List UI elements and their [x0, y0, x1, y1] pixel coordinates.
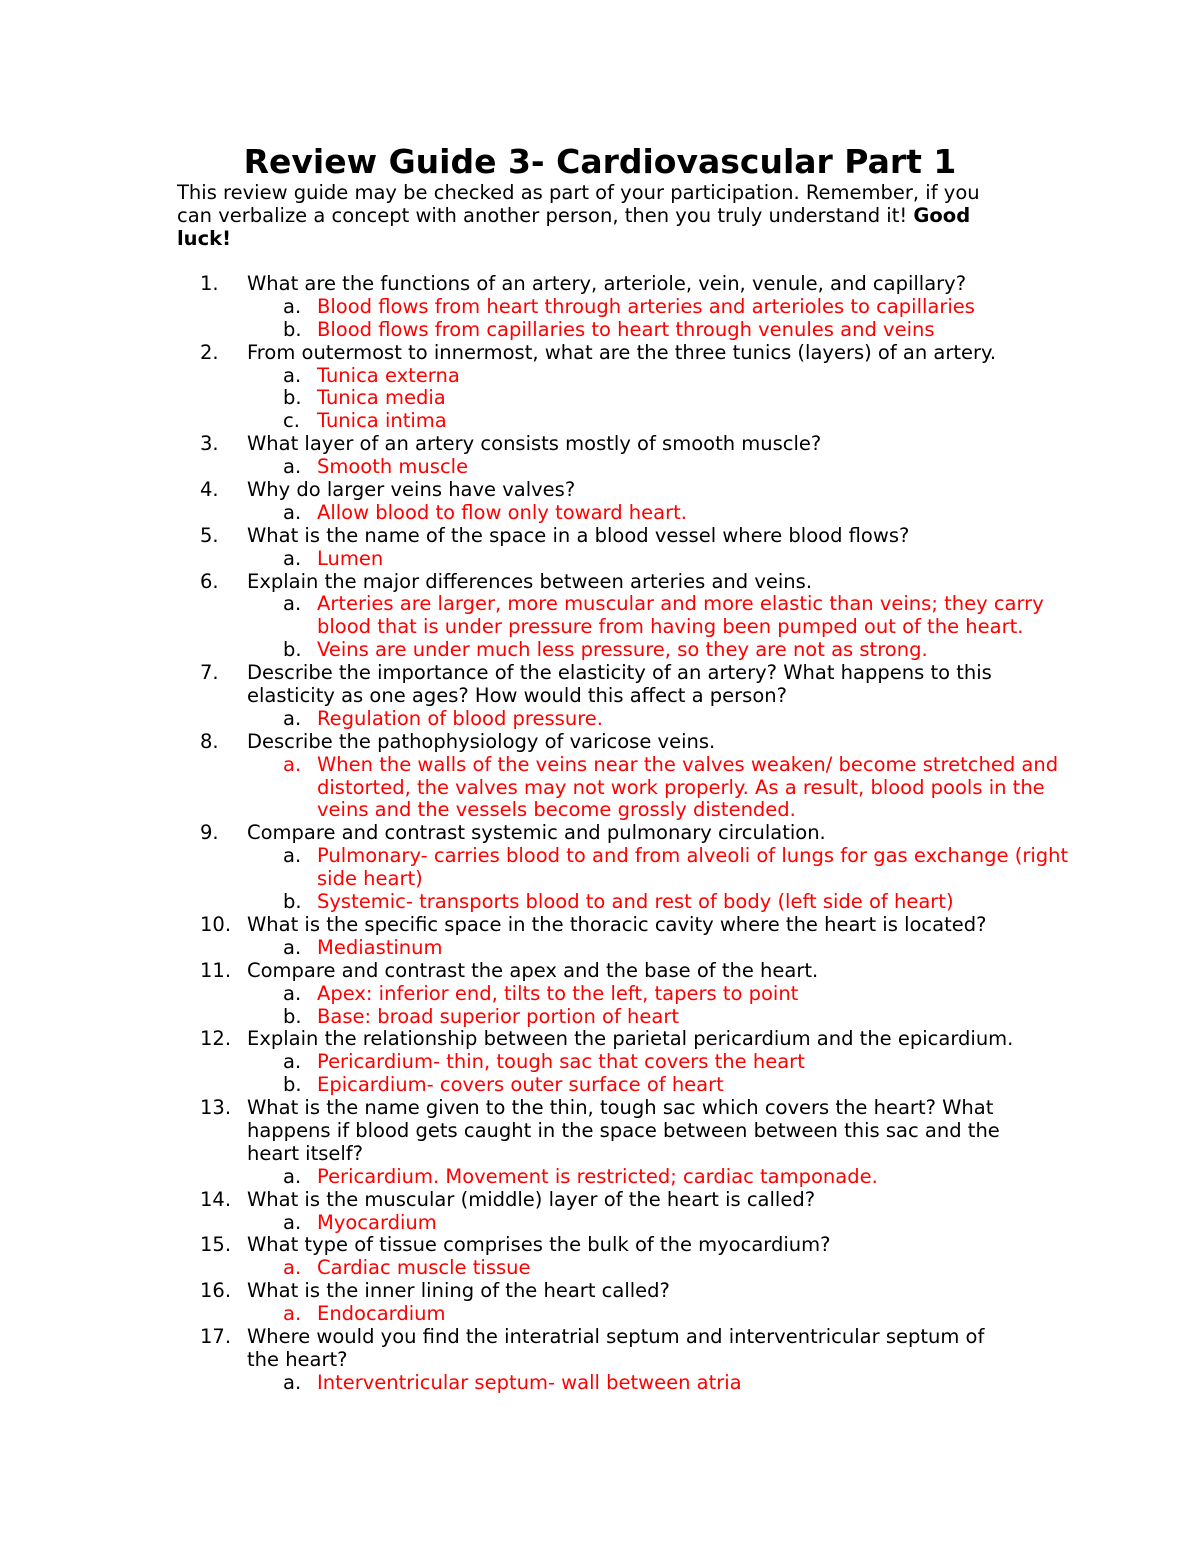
answer-label: a. — [283, 752, 302, 776]
question-line — [0, 685, 1200, 708]
answer-text: Pulmonary- carries blood to and from alveoli of lungs for gas exchange (right — [317, 844, 1069, 868]
question-line — [0, 1028, 1200, 1051]
answer-line — [0, 365, 1200, 388]
intro-text: can verbalize a concept with another person, then you truly understand it! — [177, 204, 908, 227]
answer-text: Pericardium- thin, tough sac that covers the heart — [317, 1050, 805, 1074]
question-line — [0, 342, 1200, 365]
question-line — [0, 662, 1200, 685]
answer-label: a. — [283, 455, 302, 479]
intro-line — [177, 204, 1007, 227]
answer-label: b. — [283, 1073, 302, 1097]
answer-text: Epicardium- covers outer surface of heart — [317, 1073, 724, 1097]
answer-label: a. — [283, 546, 302, 570]
question-number: 17. — [200, 1324, 232, 1348]
answer-line — [0, 777, 1200, 800]
question-list — [0, 273, 1200, 1395]
answer-label: a. — [283, 1256, 302, 1280]
question-line — [0, 731, 1200, 754]
answer-label: a. — [283, 1210, 302, 1234]
question-text: What are the functions of an artery, arteriole, vein, venule, and capillary? — [247, 272, 967, 295]
answer-line — [0, 845, 1200, 868]
answer-line — [0, 1074, 1200, 1097]
answer-line — [0, 616, 1200, 639]
question-text: elasticity as one ages? How would this affect a person? — [247, 684, 787, 708]
answer-line — [0, 891, 1200, 914]
question-line — [0, 479, 1200, 502]
question-text: the heart? — [247, 1347, 348, 1371]
answer-label: b. — [283, 317, 302, 341]
question-line — [0, 822, 1200, 845]
answer-text: When the walls of the veins near the valves weaken/ become stretched and — [317, 752, 1059, 776]
question-line — [0, 1349, 1200, 1372]
question-text: happens if blood gets caught in the space between between this sac and the — [247, 1118, 1000, 1142]
answer-text: Interventricular septum- wall between atria — [317, 1370, 742, 1394]
answer-line — [0, 456, 1200, 479]
answer-line — [0, 1051, 1200, 1074]
answer-text: Tunica media — [317, 386, 446, 410]
question-text: Describe the importance of the elasticity of an artery? What happens to this — [247, 661, 992, 685]
answer-text: Allow blood to flow only toward heart. — [317, 500, 687, 524]
question-number: 12. — [200, 1027, 232, 1051]
answer-label: b. — [283, 890, 302, 914]
question-number: 14. — [200, 1187, 232, 1211]
question-number: 11. — [200, 958, 232, 982]
answer-label: a. — [283, 592, 302, 616]
question-line — [0, 433, 1200, 456]
answer-label: b. — [283, 386, 302, 410]
question-text: From outermost to innermost, what are the three tunics (layers) of an artery. — [247, 340, 997, 364]
answer-label: a. — [283, 1370, 302, 1394]
question-text: Compare and contrast systemic and pulmonary circulation. — [247, 821, 826, 845]
question-line — [0, 273, 1200, 296]
question-line — [0, 1189, 1200, 1212]
answer-line — [0, 1257, 1200, 1280]
answer-line — [0, 1212, 1200, 1235]
answer-text: Arteries are larger, more muscular and more elastic than veins; they carry — [317, 592, 1044, 616]
answer-line — [0, 593, 1200, 616]
answer-line — [0, 983, 1200, 1006]
answer-line — [0, 937, 1200, 960]
answer-line — [0, 1303, 1200, 1326]
answer-text: Apex: inferior end, tilts to the left, tapers to point — [317, 981, 799, 1005]
question-text: Compare and contrast the apex and the base of the heart. — [247, 958, 819, 982]
answer-label: a. — [283, 981, 302, 1005]
page-title: Review Guide 3- Cardiovascular Part 1 — [243, 142, 957, 181]
intro-bold-text: luck! — [177, 227, 231, 250]
answer-line — [0, 387, 1200, 410]
question-number: 7. — [200, 661, 219, 685]
intro-bold-text: Good — [913, 204, 971, 227]
answer-label: b. — [283, 638, 302, 662]
question-text: What is the name given to the thin, tough sac which covers the heart? What — [247, 1096, 994, 1120]
answer-line — [0, 639, 1200, 662]
answer-line — [0, 1372, 1200, 1395]
question-number: 16. — [200, 1279, 232, 1303]
question-text: What is the name of the space in a blood vessel where blood flows? — [247, 523, 910, 547]
answer-label: a. — [283, 1050, 302, 1074]
question-text: What is the inner lining of the heart called? — [247, 1279, 670, 1303]
answer-text: Lumen — [317, 546, 384, 570]
answer-text: blood that is under pressure from having been pumped out of the heart. — [317, 615, 1024, 639]
answer-line — [0, 296, 1200, 319]
answer-text: Veins are under much less pressure, so they are not as strong. — [317, 638, 928, 662]
question-number: 3. — [200, 432, 219, 456]
answer-text: veins and the vessels become grossly distended. — [317, 798, 796, 822]
answer-line — [0, 548, 1200, 571]
question-number: 2. — [200, 340, 219, 364]
question-number: 10. — [200, 912, 232, 936]
answer-label: a. — [283, 935, 302, 959]
answer-text: Regulation of blood pressure. — [317, 706, 603, 730]
answer-line — [0, 754, 1200, 777]
answer-text: Cardiac muscle tissue — [317, 1256, 531, 1280]
answer-label: a. — [283, 500, 302, 524]
question-text: What layer of an artery consists mostly of smooth muscle? — [247, 432, 822, 456]
answer-text: Base: broad superior portion of heart — [317, 1004, 679, 1028]
answer-label: a. — [283, 844, 302, 868]
answer-text: Pericardium. Movement is restricted; cardiac tamponade. — [317, 1164, 878, 1188]
question-number: 6. — [200, 569, 219, 593]
question-number: 8. — [200, 729, 219, 753]
question-line — [0, 914, 1200, 937]
question-line — [0, 571, 1200, 594]
question-text: Explain the relationship between the parietal pericardium and the epicardium. — [247, 1027, 1014, 1051]
answer-line — [0, 319, 1200, 342]
answer-text: Mediastinum — [317, 935, 443, 959]
answer-label: b. — [283, 1004, 302, 1028]
answer-label: a. — [283, 1164, 302, 1188]
answer-line — [0, 1006, 1200, 1029]
answer-line — [0, 410, 1200, 433]
question-number: 13. — [200, 1096, 232, 1120]
answer-label: a. — [283, 294, 302, 318]
answer-line — [0, 799, 1200, 822]
question-text: Explain the major differences between arteries and veins. — [247, 569, 813, 593]
answer-line — [0, 708, 1200, 731]
question-text: Why do larger veins have valves? — [247, 478, 576, 502]
answer-text: Myocardium — [317, 1210, 437, 1234]
answer-line — [0, 502, 1200, 525]
question-text: What is the muscular (middle) layer of the heart is called? — [247, 1187, 816, 1211]
answer-text: distorted, the valves may not work properly. As a result, blood pools in the — [317, 775, 1045, 799]
question-line — [0, 1143, 1200, 1166]
question-text: What type of tissue comprises the bulk of the myocardium? — [247, 1233, 831, 1257]
question-number: 9. — [200, 821, 219, 845]
answer-label: c. — [283, 409, 300, 433]
answer-label: a. — [283, 706, 302, 730]
answer-text: side heart) — [317, 867, 423, 891]
question-number: 4. — [200, 478, 219, 502]
answer-text: Tunica intima — [317, 409, 447, 433]
question-number: 15. — [200, 1233, 232, 1257]
intro-line: This review guide may be checked as part of your participation. Remember, if you — [177, 181, 980, 204]
intro-paragraph — [177, 181, 1007, 250]
answer-label: a. — [283, 1302, 302, 1326]
question-line — [0, 1280, 1200, 1303]
answer-line — [0, 1166, 1200, 1189]
answer-text: Endocardium — [317, 1302, 446, 1326]
answer-text: Tunica externa — [317, 363, 460, 387]
answer-text: Blood flows from heart through arteries and arterioles to capillaries — [317, 294, 975, 318]
answer-label: a. — [283, 363, 302, 387]
question-line — [0, 525, 1200, 548]
question-text: Describe the pathophysiology of varicose veins. — [247, 729, 716, 753]
answer-text: Blood flows from capillaries to heart through venules and veins — [317, 317, 935, 341]
question-line — [0, 1120, 1200, 1143]
question-line — [0, 1097, 1200, 1120]
answer-line — [0, 868, 1200, 891]
question-number: 5. — [200, 523, 219, 547]
intro-line — [177, 227, 1007, 250]
question-text: Where would you find the interatrial septum and interventricular septum of — [247, 1324, 985, 1348]
answer-text: Smooth muscle — [317, 455, 469, 479]
question-line — [0, 960, 1200, 983]
question-line — [0, 1326, 1200, 1349]
question-number: 1. — [200, 272, 219, 295]
question-text: What is the specific space in the thoracic cavity where the heart is located? — [247, 912, 987, 936]
question-line — [0, 1234, 1200, 1257]
answer-text: Systemic- transports blood to and rest of body (left side of heart) — [317, 890, 954, 914]
question-text: heart itself? — [247, 1141, 364, 1165]
